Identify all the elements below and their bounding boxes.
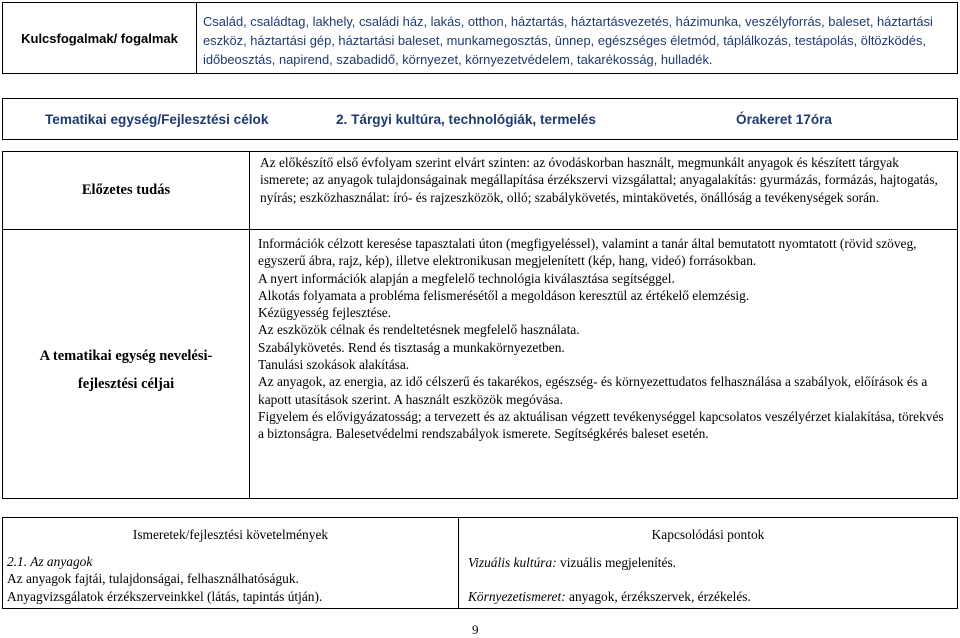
celok-line: Alkotás folyamata a probléma felismerésétől a megoldáson keresztül az értékelő elemzésig. [258, 287, 750, 303]
page-number: 9 [472, 622, 479, 637]
kulcsfogalmak-label: Kulcsfogalmak/ fogalmak [21, 30, 178, 46]
celok-line: Információk célzott keresése tapasztalati úton (megfigyeléssel), valamint a tanár által bemutatott nyomtatott (rövid szöveg, egyszerű ábra, rajz, kép), illetve elektronikusan megjelenített (kép, hang, videó) forrásokban. [258, 236, 917, 269]
elozetes-label-cell [2, 151, 250, 230]
kapcsolodasi-item1 [468, 554, 676, 571]
celok-line: Kézügyesség fejlesztése. [258, 305, 392, 321]
celok-line: A nyert információk alapján a megfelelő technológia kiválasztása segítséggel. [258, 270, 675, 286]
kapcsolodasi-item1-subject: Vizuális kultúra: [468, 555, 557, 570]
tematikai-orakeret: Órakeret 17óra [736, 112, 832, 127]
kapcsolodasi-item2-subject: Környezetismeret: [468, 589, 566, 604]
ismeretek-line2: Anyagvizsgálatok érzékszerveinkkel (látás, tapintás útján). [7, 588, 323, 604]
kapcsolodasi-item1-text: vizuális megjelenítés. [556, 555, 677, 570]
ismeretek-cell [2, 517, 459, 609]
kulcsfogalmak-label-cell [2, 2, 197, 74]
celok-line: Tanulási szokások alakítása. [258, 357, 410, 373]
celok-label-line2: fejlesztési céljai [77, 376, 175, 392]
celok-label-cell [2, 229, 250, 499]
elozetes-text: Az előkészítő első évfolyam szerint elvárt szinten: az óvodáskorban használt, megmunkált anyagok és készített tárgyak ismerete; az anyagok tulajdonságainak megállapítása érzékszervi vizsgálattal; anyagalakítás: gyurmázás, formázás, hajtogatás, nyírás; eszközhasználat: író- és rajzeszközök, olló; szabálykövetés, mintakövetés, önállóság a tevékenységek során. [260, 155, 938, 205]
tematikai-title: 2. Tárgyi kultúra, technológiák, termelés [336, 112, 596, 127]
ismeretek-line1: Az anyagok fajtái, tulajdonságai, felhasználhatóságuk. [7, 571, 299, 587]
celok-line: Az anyagok, az energia, az idő célszerű és takarékos, egészség- és környezettudatos felhasználása a szabályok, előírások és a kapott utasítások szerint. A használt eszközök megóvása. [258, 374, 928, 407]
celok-line: Szabálykövetés. Rend és tisztaság a munkakörnyezetben. [258, 339, 565, 355]
kapcsolodasi-item2 [468, 588, 751, 605]
kapcsolodasi-item2-text: anyagok, érzékszervek, érzékelés. [565, 589, 751, 604]
kapcsolodasi-cell [458, 517, 958, 609]
kapcsolodasi-header: Kapcsolódási pontok [651, 527, 765, 542]
kulcsfogalmak-text-cell [196, 2, 958, 74]
celok-line: Figyelem és elővigyázatosság; a tervezett és az aktuálisan végzett tevékenységgel kapcsolatos veszélyérzet kialakítása, törekvés a biztonságra. Balesetvédelmi rendszabályok ismerete. Segítségkérés baleset esetén. [258, 408, 944, 442]
tematikai-label: Tematikai egység/Fejlesztési célok [45, 112, 269, 127]
ismeretek-header: Ismeretek/fejlesztési követelmények [132, 527, 329, 542]
celok-line: Az eszközök célnak és rendeltetésnek megfelelő használata. [258, 322, 580, 338]
celok-text-cell [249, 229, 958, 499]
kulcsfogalmak-text: Család, családtag, lakhely, családi ház, lakás, otthon, háztartás, háztartásvezetés, házimunka, veszélyforrás, baleset, háztartási eszköz, háztartási gép, háztartási baleset, munkamegosztás, ünnep, egészséges életmód, táplálkozás, testápolás, öltözködés, időbeosztás, napirend, szabadidő, környezet, környezetvédelem, takarékosság, hulladék. [203, 14, 933, 67]
ismeretek-section: 2.1. Az anyagok [7, 554, 93, 569]
elozetes-text-cell [249, 151, 958, 230]
celok-label-line1: A tematikai egység nevelési- [39, 348, 213, 364]
elozetes-label: Előzetes tudás [81, 182, 171, 198]
tematikai-row [2, 98, 958, 140]
